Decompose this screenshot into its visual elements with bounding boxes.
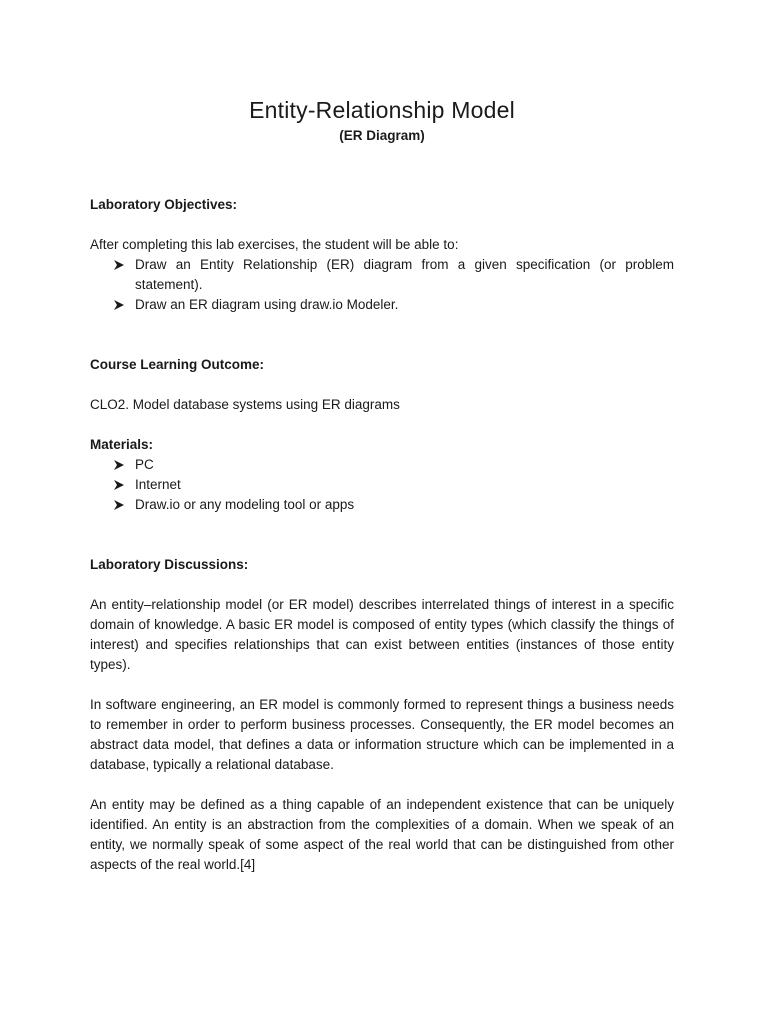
- objectives-list: [90, 255, 674, 315]
- discussion-paragraph-3: An entity may be defined as a thing capable of an independent existence that can be uniquely identified. An entity is an abstraction from the complexities of a domain. When we speak of an entity, we normally speak of some aspect of the real world that can be distinguished from other aspects of the real world.[4]: [90, 797, 674, 872]
- materials-list: [90, 455, 674, 515]
- arrowhead-bullet-icon: [113, 499, 125, 511]
- list-item: [111, 295, 674, 315]
- objective-text: Draw an ER diagram using draw.io Modeler.: [135, 297, 399, 312]
- materials-heading: Materials:: [90, 437, 154, 452]
- document-content: [90, 95, 674, 875]
- list-item: [111, 495, 674, 515]
- list-item: [111, 455, 674, 475]
- document-title: Entity-Relationship Model: [249, 97, 515, 123]
- material-text: Internet: [135, 477, 181, 492]
- list-item: [111, 255, 674, 295]
- objective-text: Draw an Entity Relationship (ER) diagram from a given specification (or problem statement).: [135, 257, 674, 292]
- outcome-text: CLO2. Model database systems using ER diagrams: [90, 397, 400, 412]
- arrowhead-bullet-icon: [113, 459, 125, 471]
- discussion-paragraph-2: In software engineering, an ER model is commonly formed to represent things a business needs to remember in order to perform business processes. Consequently, the ER model becomes an abstract data model, that defines a data or information structure which can be implemented in a database, typically a relational database.: [90, 697, 674, 772]
- arrowhead-bullet-icon: [113, 259, 125, 271]
- objectives-intro: After completing this lab exercises, the student will be able to:: [90, 237, 459, 252]
- document-subtitle: (ER Diagram): [339, 128, 425, 143]
- arrowhead-bullet-icon: [113, 299, 125, 311]
- list-item: [111, 475, 674, 495]
- discussion-paragraph-1: An entity–relationship model (or ER model) describes interrelated things of interest in a specific domain of knowledge. A basic ER model is composed of entity types (which classify the things of interest) and specifies relationships that can exist between entities (instances of those entity types).: [90, 597, 674, 672]
- material-text: Draw.io or any modeling tool or apps: [135, 497, 355, 512]
- objectives-heading: Laboratory Objectives:: [90, 197, 238, 212]
- discussions-heading: Laboratory Discussions:: [90, 557, 249, 572]
- arrowhead-bullet-icon: [113, 479, 125, 491]
- material-text: PC: [135, 457, 154, 472]
- outcome-heading: Course Learning Outcome:: [90, 357, 265, 372]
